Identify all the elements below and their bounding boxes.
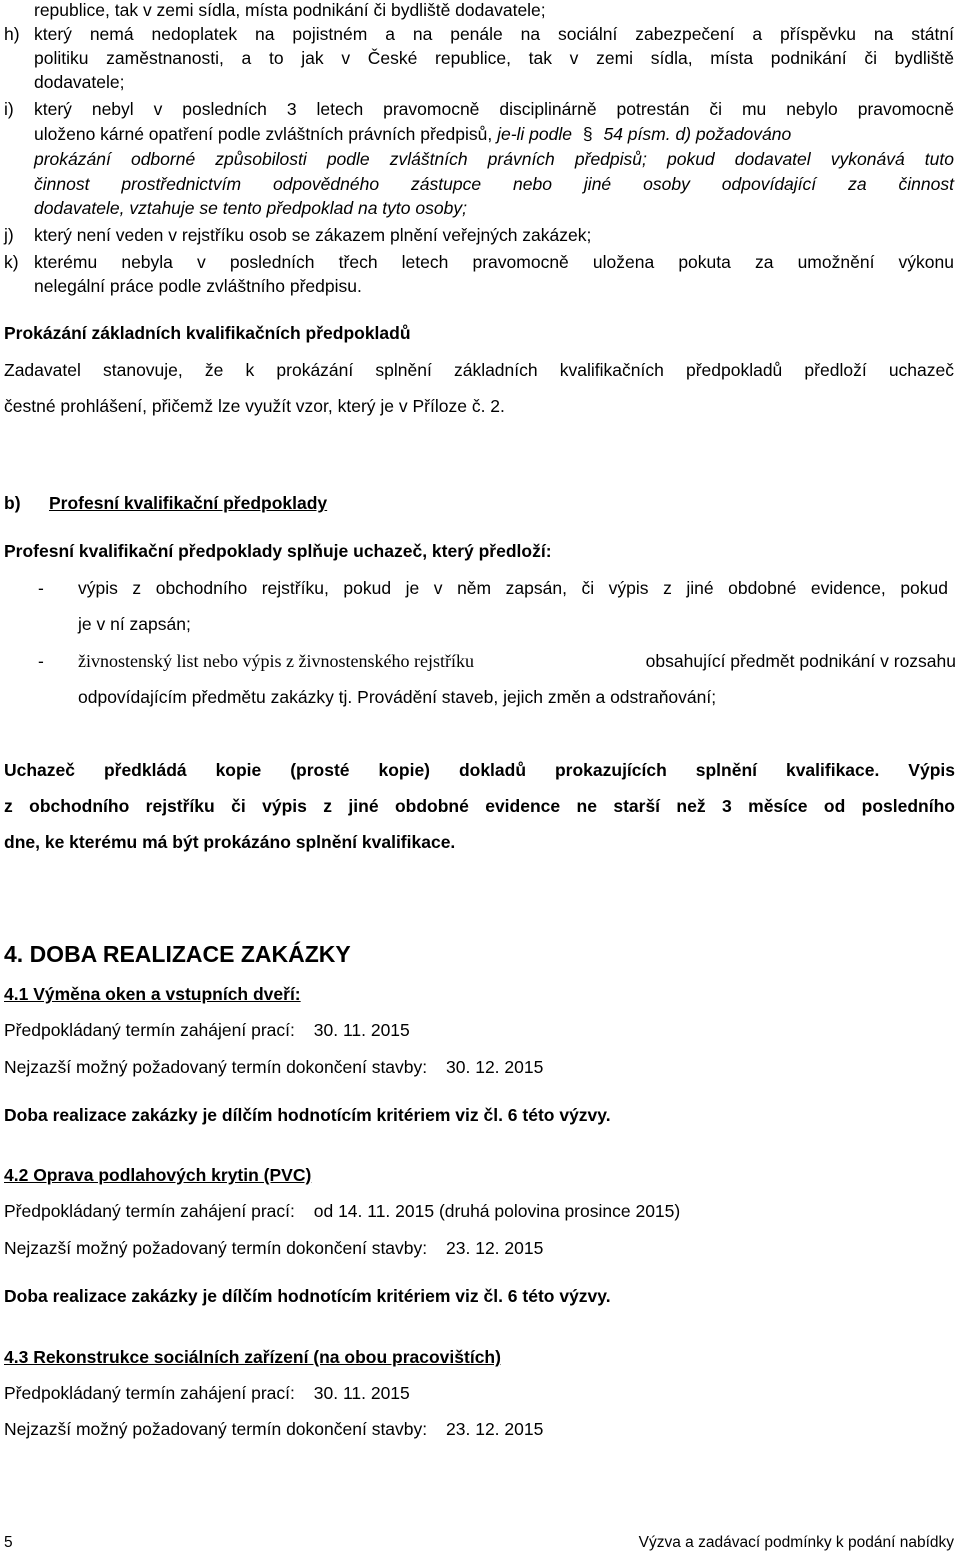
subsection-4-3-end bbox=[4, 1418, 543, 1440]
bullet-1-line-1: výpis z obchodního rejstříku, pokud je v něm zapsán, či výpis z jiné obdobné evidence, pokud bbox=[78, 578, 948, 598]
basic-proof-heading: Prokázání základních kvalifikačních předpokladů bbox=[4, 323, 411, 343]
item-i-line-2-text: uloženo kárné opatření podle zvláštních právních předpisů, bbox=[34, 124, 493, 144]
bullet-2-serif-text: živnostenský list nebo výpis z živnostenského rejstříku bbox=[78, 651, 474, 671]
subsection-4-2-end bbox=[4, 1237, 543, 1259]
start-value: 30. 11. 2015 bbox=[313, 1383, 410, 1403]
start-value: 30. 11. 2015 bbox=[313, 1020, 410, 1040]
note-line-1: Uchazeč předkládá kopie (prosté kopie) dokladů prokazujících splnění kvalifikace. Výpis bbox=[4, 760, 955, 780]
item-j-marker: j) bbox=[4, 225, 14, 245]
subsection-4-1-title: 4.1 Výměna oken a vstupních dveří: bbox=[4, 984, 301, 1004]
end-label: Nejzazší možný požadovaný termín dokončení stavby: bbox=[4, 1419, 428, 1439]
item-k-line-2: nelegální práce podle zvláštního předpisu. bbox=[34, 276, 362, 296]
start-label: Předpokládaný termín zahájení prací: bbox=[4, 1201, 295, 1221]
item-i-line-2 bbox=[34, 123, 791, 145]
continuation-line: republice, tak v zemi sídla, místa podnikání či bydliště dodavatele; bbox=[34, 0, 546, 20]
item-h-marker: h) bbox=[4, 24, 20, 44]
subsection-4-3-title: 4.3 Rekonstrukce sociálních zařízení (na obou pracovištích) bbox=[4, 1347, 501, 1367]
item-k-marker: k) bbox=[4, 252, 19, 272]
bullet-2-line-2: odpovídajícím předmětu zakázky tj. Provádění staveb, jejich změn a odstraňování; bbox=[78, 687, 717, 707]
item-h-line-3: dodavatele; bbox=[34, 72, 125, 92]
section-4-heading: 4. DOBA REALIZACE ZAKÁZKY bbox=[4, 941, 351, 967]
subsection-4-1-criterion: Doba realizace zakázky je dílčím hodnotícím kritériem viz čl. 6 této výzvy. bbox=[4, 1105, 611, 1125]
section-b-marker: b) bbox=[4, 493, 21, 513]
item-k-line-1: kterému nebyla v posledních třech letech pravomocně uložena pokuta za umožnění výkonu bbox=[34, 252, 954, 272]
item-j-line-1: který není veden v rejstříku osob se zákazem plnění veřejných zakázek; bbox=[34, 225, 592, 245]
bullet-2-rest-text: obsahující předmět podnikání v rozsahu bbox=[645, 651, 956, 671]
item-i-line-2-italic-end: 54 písm. d) požadováno bbox=[603, 124, 792, 144]
subsection-4-2-start bbox=[4, 1200, 680, 1222]
start-label: Předpokládaný termín zahájení prací: bbox=[4, 1020, 295, 1040]
section-sign: § bbox=[582, 124, 593, 144]
end-value: 23. 12. 2015 bbox=[446, 1419, 544, 1439]
item-i-line-5: dodavatele, vztahuje se tento předpoklad na tyto osoby; bbox=[34, 198, 467, 218]
note-line-2: z obchodního rejstříku či výpis z jiné obdobné evidence ne starší než 3 měsíce od posledního bbox=[4, 796, 955, 816]
item-h-line-2: politiku zaměstnanosti, a to jak v České republice, tak v zemi sídla, místa podnikání či bydliště bbox=[34, 48, 954, 68]
basic-proof-line-2: čestné prohlášení, přičemž lze využít vzor, který je v Příloze č. 2. bbox=[4, 396, 505, 416]
end-label: Nejzazší možný požadovaný termín dokončení stavby: bbox=[4, 1238, 428, 1258]
section-b-title: Profesní kvalifikační předpoklady bbox=[49, 493, 328, 513]
basic-proof-line-1: Zadavatel stanovuje, že k prokázání splnění základních kvalifikačních předpokladů předloží uchazeč bbox=[4, 360, 954, 380]
item-i-line-3: prokázání odborné způsobilosti podle zvláštních právních předpisů; pokud dodavatel vykonává tuto bbox=[34, 149, 954, 169]
start-value: od 14. 11. 2015 (druhá polovina prosince 2015) bbox=[313, 1201, 681, 1221]
item-i-line-1: který nebyl v posledních 3 letech pravomocně disciplinárně potrestán či mu nebylo pravomocně bbox=[34, 99, 954, 119]
footer-page-number: 5 bbox=[4, 1534, 13, 1551]
item-i-line-4: činnost prostřednictvím odpovědného zástupce nebo jiné osoby odpovídající za činnost bbox=[34, 174, 954, 194]
start-label: Předpokládaný termín zahájení prací: bbox=[4, 1383, 295, 1403]
subsection-4-1-end bbox=[4, 1056, 543, 1078]
bullet-1-dash: - bbox=[38, 578, 44, 598]
end-value: 23. 12. 2015 bbox=[446, 1238, 544, 1258]
subsection-4-1-start bbox=[4, 1019, 410, 1041]
bullet-2-dash: - bbox=[38, 651, 44, 671]
bullet-2-line-1 bbox=[78, 650, 956, 672]
item-i-line-2-italic: je-li podle bbox=[497, 124, 572, 144]
subsection-4-2-criterion: Doba realizace zakázky je dílčím hodnotícím kritériem viz čl. 6 této výzvy. bbox=[4, 1286, 611, 1306]
subsection-4-3-start bbox=[4, 1382, 410, 1404]
note-line-3: dne, ke kterému má být prokázáno splnění kvalifikace. bbox=[4, 832, 456, 852]
item-h-line-1: který nemá nedoplatek na pojistném a na penále na sociální zabezpečení a příspěvku na státní bbox=[34, 24, 954, 44]
end-label: Nejzazší možný požadovaný termín dokončení stavby: bbox=[4, 1057, 428, 1077]
end-value: 30. 12. 2015 bbox=[446, 1057, 544, 1077]
bullet-1-line-2: je v ní zapsán; bbox=[78, 614, 191, 634]
subsection-4-2-title: 4.2 Oprava podlahových krytin (PVC) bbox=[4, 1165, 312, 1185]
section-b-intro: Profesní kvalifikační předpoklady splňuje uchazeč, který předloží: bbox=[4, 541, 552, 561]
footer-document-title: Výzva a zadávací podmínky k podání nabídky bbox=[638, 1534, 954, 1551]
item-i-marker: i) bbox=[4, 99, 14, 119]
